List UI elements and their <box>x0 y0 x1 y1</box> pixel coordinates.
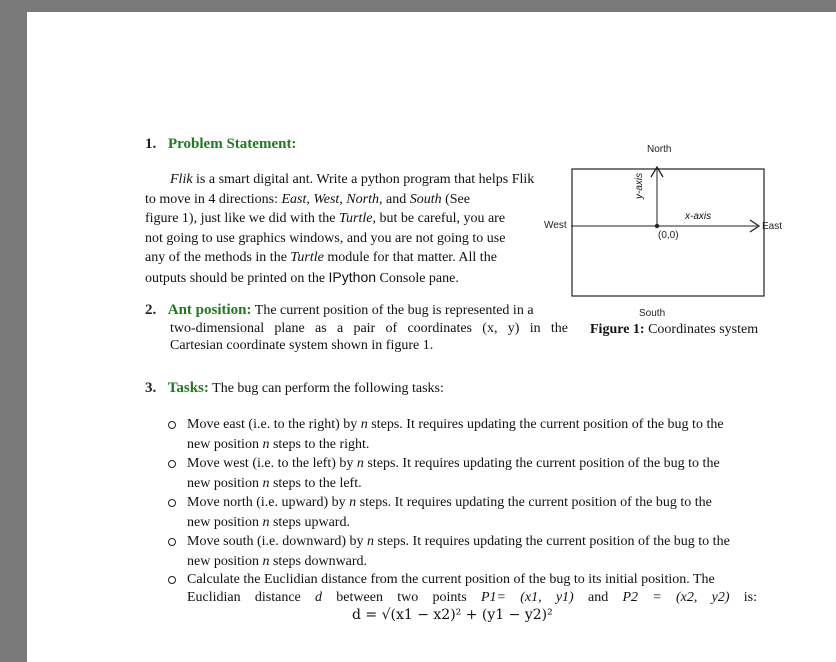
bullet-icon <box>168 421 176 429</box>
s2-line-2: two-dimensional plane as a pair of coordinates (x, y) in the <box>170 320 568 336</box>
s1-line-4: not going to use graphics windows, and you are not going to use <box>145 230 506 246</box>
s1-line-3: figure 1), just like we did with the Turtle, but be careful, you are <box>145 211 506 226</box>
section-3-heading: 3. Tasks: The bug can perform the following tasks: <box>145 380 444 396</box>
north-label: North <box>647 144 672 155</box>
task-list <box>168 415 768 625</box>
origin-label: (0,0) <box>658 230 679 241</box>
bullet-icon <box>168 538 176 546</box>
y-axis-label: y-axis <box>634 172 645 199</box>
west-label: West <box>544 220 567 231</box>
s1-line-5: any of the methods in the Turtle module for that matter. All the <box>145 250 497 265</box>
s1-line-1: Flik is a smart digital ant. Write a python program that helps Flik <box>170 172 535 187</box>
section-1-heading: 1. Problem Statement: <box>145 136 297 152</box>
section-1-body <box>145 170 555 288</box>
s2-line-3: Cartesian coordinate system shown in figure 1. <box>170 338 434 353</box>
x-axis-label: x-axis <box>685 211 712 222</box>
distance-formula: d = √(x1 − x2)² + (y1 − y2)² <box>352 607 553 623</box>
document-page <box>27 12 836 662</box>
figure-caption: Figure 1: Coordinates system <box>590 322 759 337</box>
task-move-north: Move north (i.e. upward) by n steps. It requires updating the current position of the bug to the new position n steps upward. <box>168 493 768 532</box>
bullet-icon <box>168 576 176 584</box>
east-label: East <box>762 221 783 232</box>
coordinate-diagram <box>537 137 797 347</box>
section-2 <box>145 302 568 355</box>
figure-1 <box>537 137 797 347</box>
task-move-west: Move west (i.e. to the left) by n steps. It requires updating the current position of the bug to the new position n steps to the left. <box>168 454 768 493</box>
bullet-icon <box>168 460 176 468</box>
task-euclidean-distance: Calculate the Euclidian distance from the current position of the bug to its initial position. The Euclidian distance d between two points P1= (x1, y1) and P2 = (x2, y2) is: d = √(x1 − x2)² + (y1 − y2)² <box>168 571 768 625</box>
task-move-east: Move east (i.e. to the right) by n steps. It requires updating the current position of the bug to the new position n steps to the right. <box>168 415 768 454</box>
origin-point <box>655 224 659 228</box>
south-label: South <box>639 308 666 319</box>
bullet-icon <box>168 499 176 507</box>
s2-line-1: 2. Ant position: The current position of the bug is represented in a <box>145 302 534 318</box>
task-move-south: Move south (i.e. downward) by n steps. It requires updating the current position of the bug to the new position n steps downward. <box>168 532 768 571</box>
s1-line-2: to move in 4 directions: East, West, North, and South (See <box>145 191 470 207</box>
s1-line-6: outputs should be printed on the IPython Console pane. <box>145 268 459 286</box>
